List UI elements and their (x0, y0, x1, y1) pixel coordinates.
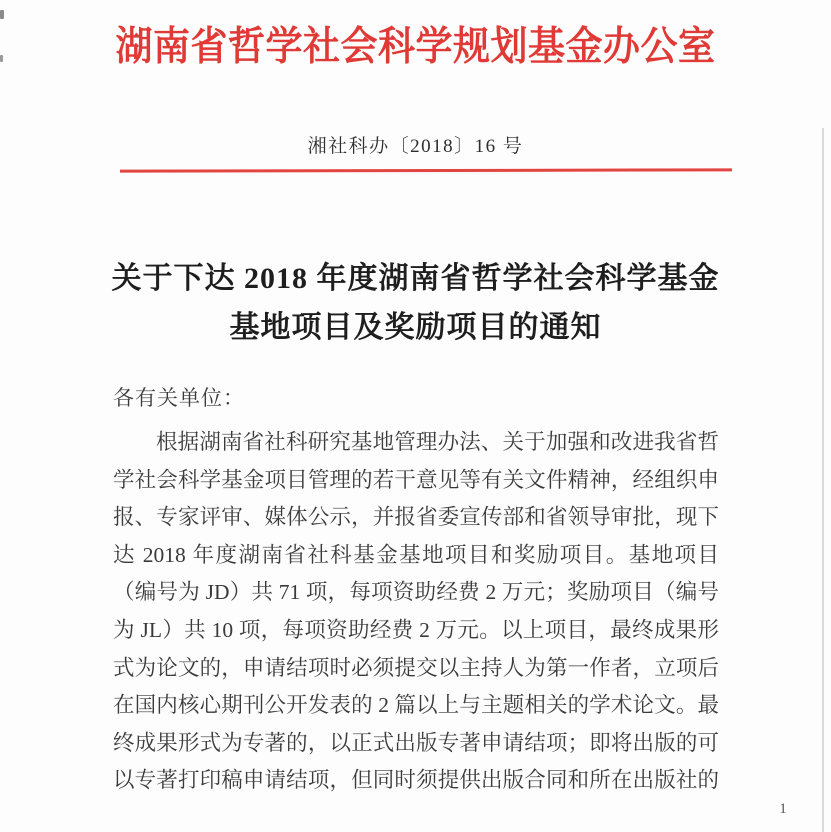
red-separator-rule (120, 168, 732, 172)
body-line: 在国内核心期刊公开发表的 2 篇以上与主题相关的学术论文。最 (113, 693, 719, 718)
document-title-line2: 基地项目及奖励项目的通知 (229, 311, 602, 344)
scan-edge-line (822, 128, 824, 832)
document-title (0, 254, 831, 352)
body-line: （编号为 JD）共 71 项，每项资助经费 2 万元；奖励项目（编号 (113, 580, 719, 605)
salutation: 各有关单位： (113, 386, 245, 410)
body-paragraph (113, 424, 719, 800)
body-line: 达 2018 年度湖南省社科基金基地项目和奖励项目。基地项目 (113, 542, 719, 567)
body-line: 终成果形式为专著的，以正式出版专著申请结项；即将出版的可 (113, 730, 719, 755)
document-title-line1: 关于下达 2018 年度湖南省哲学社会科学基金 (111, 262, 720, 295)
scan-speck (0, 10, 4, 19)
document-number: 湘社科办〔2018〕16 号 (307, 136, 524, 157)
issuing-org-banner: 湖南省哲学社会科学规划基金办公室 (115, 24, 716, 70)
page-number: 1 (779, 801, 787, 817)
body-line: 报、专家评审、媒体公示，并报省委宣传部和省领导审批，现下 (113, 505, 719, 530)
body-line: 学社会科学基金项目管理的若干意见等有关文件精神，经组织申 (113, 467, 719, 492)
body-line: 为 JL）共 10 项，每项资助经费 2 万元。以上项目，最终成果形 (113, 617, 719, 642)
body-line: 式为论文的，申请结项时必须提交以主持人为第一作者，立项后 (113, 655, 719, 680)
body-line: 根据湖南省社科研究基地管理办法、关于加强和改进我省哲 (156, 430, 719, 454)
body-line: 以专著打印稿申请结项，但同时须提供出版合同和所在出版社的 (113, 768, 719, 793)
scan-speck (0, 55, 3, 62)
